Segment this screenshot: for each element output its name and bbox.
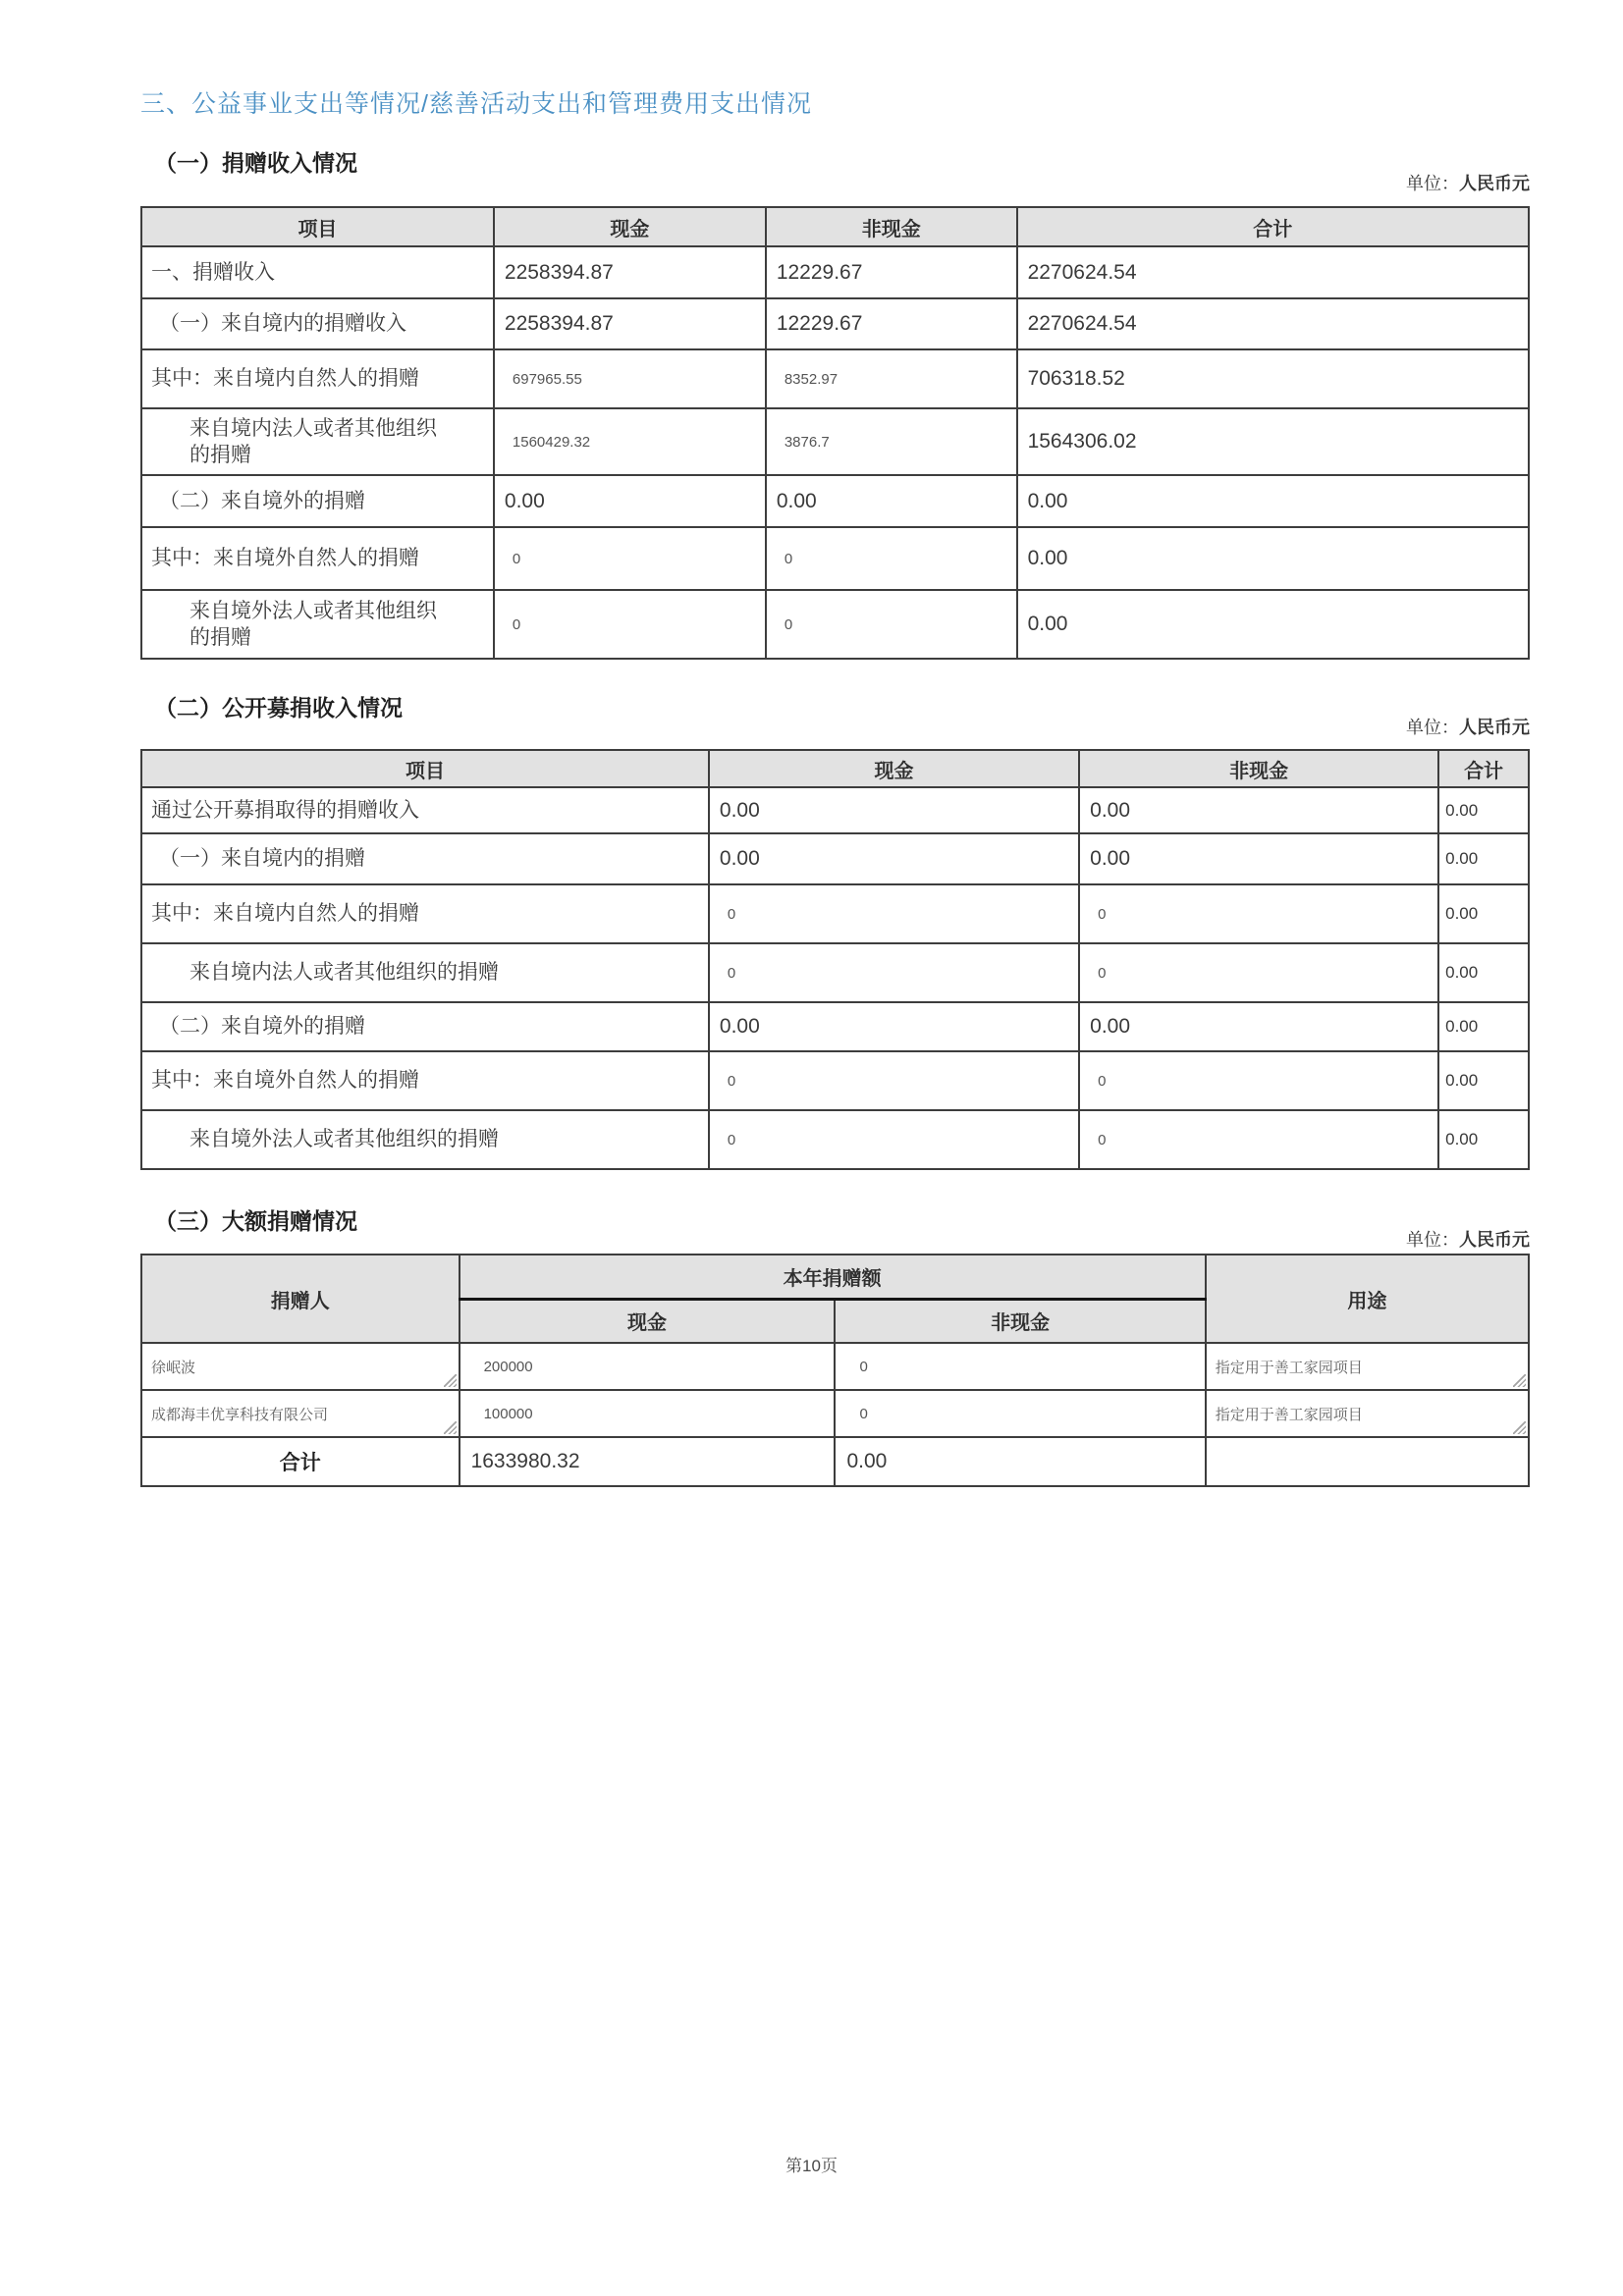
cell-cash: 0.00 [709,833,1079,884]
table-header-row [141,750,1529,787]
cell-noncash: 0 [1079,884,1438,943]
unit-prefix: 单位： [1406,1230,1459,1250]
col-header-noncash: 非现金 [1079,750,1438,787]
resize-grip-icon [444,1374,457,1387]
unit-prefix: 单位： [1406,174,1459,193]
cell-total: 2270624.54 [1017,298,1529,349]
table-row [141,1343,1529,1390]
table-total-row [141,1437,1529,1486]
major-donations-table [140,1254,1530,1487]
col-header-noncash: 非现金 [835,1299,1205,1343]
col-header-cash: 现金 [494,207,766,246]
table-row [141,787,1529,833]
resize-grip-icon [1513,1374,1526,1387]
cell-total: 0.00 [1017,475,1529,527]
cell-noncash: 0.00 [1079,1002,1438,1051]
cell-cash: 2258394.87 [494,298,766,349]
cell-cash: 0.00 [709,787,1079,833]
cell-cash: 200000 [460,1343,836,1390]
cell-cash: 0 [709,1110,1079,1169]
table-header-row [141,1255,1529,1299]
cell-item: 其中：来自境外自然人的捐赠 [141,527,494,590]
table-row [141,1051,1529,1110]
cell-noncash: 0 [766,527,1017,590]
cell-purpose: 指定用于善工家园项目 [1206,1390,1529,1437]
cell-total: 1564306.02 [1017,408,1529,475]
cell-purpose: 指定用于善工家园项目 [1206,1343,1529,1390]
cell-total: 0.00 [1438,884,1529,943]
table-row [141,884,1529,943]
col-header-item: 项目 [141,207,494,246]
cell-item: 来自境外法人或者其他组织的捐赠 [141,590,494,659]
donation-income-table [140,206,1530,660]
table-row [141,475,1529,527]
table-row [141,833,1529,884]
col-header-year-amount: 本年捐赠额 [460,1255,1206,1299]
col-header-item: 项目 [141,750,709,787]
resize-grip-icon [1513,1421,1526,1434]
cell-noncash: 0 [1079,1051,1438,1110]
cell-item: 其中：来自境内自然人的捐赠 [141,349,494,408]
cell-noncash: 12229.67 [766,298,1017,349]
col-header-donor: 捐赠人 [141,1255,460,1343]
table-row [141,1002,1529,1051]
cell-total: 0.00 [1438,1051,1529,1110]
cell-item: 其中：来自境内自然人的捐赠 [141,884,709,943]
cell-item: 其中：来自境外自然人的捐赠 [141,1051,709,1110]
table-row [141,298,1529,349]
cell-noncash: 0 [1079,943,1438,1002]
col-header-total: 合计 [1438,750,1529,787]
cell-total: 0.00 [1438,787,1529,833]
cell-noncash: 0.00 [1079,787,1438,833]
page-number: 第10页 [785,2157,838,2175]
section2-heading: （二）公开募捐收入情况 [154,695,403,721]
unit-value: 人民币元 [1459,718,1530,737]
cell-donor: 徐岷波 [141,1343,460,1390]
table-header-row [141,207,1529,246]
cell-total: 0.00 [1438,1002,1529,1051]
table-row [141,527,1529,590]
table-row [141,1110,1529,1169]
table-row [141,1390,1529,1437]
col-header-noncash: 非现金 [766,207,1017,246]
cell-cash: 0.00 [709,1002,1079,1051]
cell-item: 通过公开募捐取得的捐赠收入 [141,787,709,833]
unit-label [1406,1226,1530,1252]
cell-donor: 成都海丰优享科技有限公司 [141,1390,460,1437]
table-row [141,349,1529,408]
cell-noncash: 0.00 [766,475,1017,527]
cell-noncash: 0.00 [1079,833,1438,884]
cell-total-label: 合计 [141,1437,460,1486]
col-header-cash: 现金 [709,750,1079,787]
cell-item: （一）来自境内的捐赠 [141,833,709,884]
page-title: 三、公益事业支出等情况/慈善活动支出和管理费用支出情况 [140,90,812,118]
unit-prefix: 单位： [1406,718,1459,737]
col-header-total: 合计 [1017,207,1529,246]
cell-noncash: 8352.97 [766,349,1017,408]
cell-total: 0.00 [1017,590,1529,659]
cell-item: 来自境内法人或者其他组织的捐赠 [141,943,709,1002]
unit-label [1406,170,1530,195]
cell-item: 一、捐赠收入 [141,246,494,298]
unit-label [1406,714,1530,739]
table-row [141,943,1529,1002]
cell-item: （一）来自境内的捐赠收入 [141,298,494,349]
cell-cash: 697965.55 [494,349,766,408]
cell-total: 0.00 [1017,527,1529,590]
cell-cash: 0 [709,1051,1079,1110]
cell-purpose [1206,1437,1529,1486]
public-fundraising-table [140,749,1530,1170]
cell-noncash: 3876.7 [766,408,1017,475]
cell-item: （二）来自境外的捐赠 [141,1002,709,1051]
cell-cash: 0 [494,527,766,590]
unit-value: 人民币元 [1459,1230,1530,1250]
cell-noncash: 12229.67 [766,246,1017,298]
cell-noncash: 0 [1079,1110,1438,1169]
cell-cash: 2258394.87 [494,246,766,298]
cell-item: 来自境内法人或者其他组织的捐赠 [141,408,494,475]
table-row [141,408,1529,475]
cell-noncash: 0 [766,590,1017,659]
cell-total: 0.00 [1438,943,1529,1002]
cell-cash: 0 [494,590,766,659]
col-header-purpose: 用途 [1206,1255,1529,1343]
cell-cash: 100000 [460,1390,836,1437]
cell-item: 来自境外法人或者其他组织的捐赠 [141,1110,709,1169]
cell-cash: 1633980.32 [460,1437,836,1486]
cell-noncash: 0 [835,1390,1205,1437]
cell-cash: 0 [709,884,1079,943]
col-header-cash: 现金 [460,1299,836,1343]
cell-cash: 0 [709,943,1079,1002]
cell-cash: 1560429.32 [494,408,766,475]
cell-total: 2270624.54 [1017,246,1529,298]
section3-heading: （三）大额捐赠情况 [154,1208,357,1234]
table-row [141,590,1529,659]
cell-noncash: 0 [835,1343,1205,1390]
cell-item: （二）来自境外的捐赠 [141,475,494,527]
resize-grip-icon [444,1421,457,1434]
cell-total: 0.00 [1438,1110,1529,1169]
table-row [141,246,1529,298]
cell-noncash: 0.00 [835,1437,1205,1486]
section1-heading: （一）捐赠收入情况 [154,150,357,176]
cell-total: 706318.52 [1017,349,1529,408]
unit-value: 人民币元 [1459,174,1530,193]
cell-total: 0.00 [1438,833,1529,884]
cell-cash: 0.00 [494,475,766,527]
